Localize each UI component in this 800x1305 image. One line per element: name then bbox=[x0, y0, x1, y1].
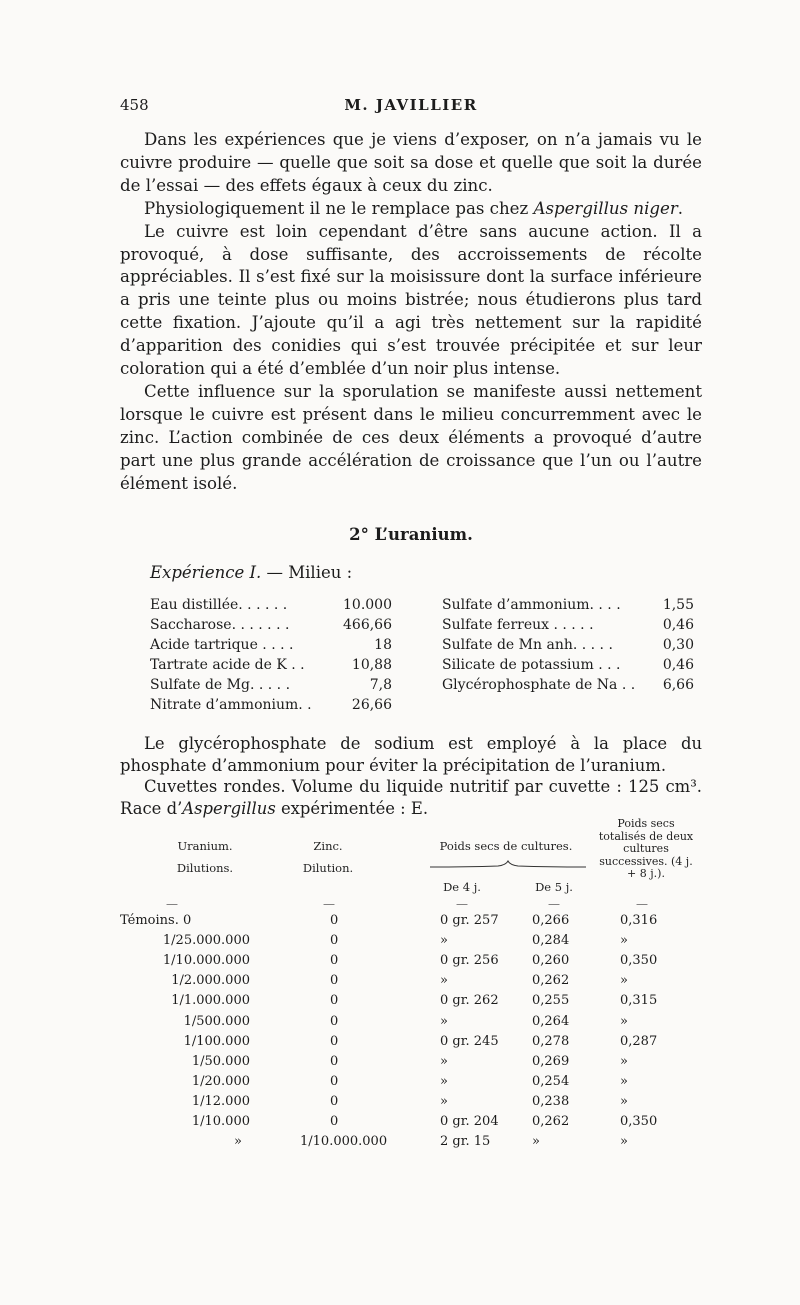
cell-d4: » bbox=[440, 1093, 448, 1109]
cell-total: 0,287 bbox=[620, 1033, 658, 1049]
cell-uranium: 1/50.000 bbox=[191, 1053, 250, 1069]
dash-mark: — bbox=[548, 897, 560, 911]
species-name: Aspergillus niger bbox=[533, 198, 678, 218]
cell-zinc: 0 bbox=[330, 953, 339, 969]
cell-d5: 0,254 bbox=[532, 1073, 570, 1089]
medium-item-value: 7,8 bbox=[369, 677, 392, 693]
paragraph-2-end: . bbox=[677, 198, 684, 218]
header-zinc: Zinc. bbox=[313, 839, 343, 853]
dash-mark: — bbox=[636, 897, 648, 911]
experiment-label bbox=[150, 563, 352, 582]
running-header bbox=[120, 96, 702, 120]
paragraph-5: Le glycérophosphate de sodium est employé à la place du phosphate d’ammonium pour éviter la précipitation de l’uranium. bbox=[120, 734, 702, 775]
cell-total: » bbox=[620, 1134, 628, 1150]
cell-uranium: 1/20.000 bbox=[191, 1073, 250, 1089]
cell-zinc: 0 bbox=[330, 1033, 339, 1049]
paragraph-6-text: Cuvettes rondes. Volume du liquide nutritif par cuvette : 125 cm³. Race d’ bbox=[120, 777, 702, 818]
cell-d4: » bbox=[440, 1073, 448, 1089]
medium-item-value: 10,88 bbox=[351, 657, 392, 673]
medium-right-column bbox=[442, 595, 694, 695]
cell-d4: 0 gr. 262 bbox=[440, 993, 499, 1009]
header-dilution: Dilution. bbox=[302, 861, 354, 875]
medium-item-name: Acide tartrique . . . . bbox=[150, 637, 294, 653]
author-name: M. JAVILLIER bbox=[344, 96, 478, 114]
table-row bbox=[120, 1034, 702, 1054]
cell-uranium: 1/25.000.000 bbox=[162, 933, 250, 949]
cell-zinc: 0 bbox=[330, 1053, 339, 1069]
cell-d5: 0,278 bbox=[532, 1033, 570, 1049]
cell-uranium: » bbox=[234, 1134, 242, 1150]
medium-item-value: 466,66 bbox=[343, 617, 392, 633]
cell-zinc: 0 bbox=[330, 973, 339, 989]
table-row bbox=[120, 1054, 702, 1074]
cell-uranium: 1/10.000 bbox=[191, 1114, 250, 1129]
medium-item-name: Sulfate de Mn anh. . . . . bbox=[442, 637, 613, 653]
cell-zinc: 0 bbox=[330, 1093, 339, 1109]
cell-d4: 0 gr. 257 bbox=[440, 913, 499, 928]
medium-item-name: Sulfate ferreux . . . . . bbox=[442, 617, 594, 633]
cell-d5: 0,266 bbox=[532, 913, 570, 928]
cell-zinc: 0 bbox=[330, 1013, 339, 1029]
medium-item-value: 10.000 bbox=[343, 597, 392, 613]
cell-d5: 0,284 bbox=[532, 933, 570, 949]
paragraph-3: Le cuivre est loin cependant d’être sans aucune action. Il a provoqué, à dose suffisante, des accroissements de récolte appréciables. Il s’est fixé sur la moisissure dont la surface inférieure a pris une teinte plus ou moins bistrée; nous étudierons plus tard cette fixation. J’ajoute qu’il a agi très nettement sur la rapidité d’apparition des conidies qui s’est trouvée précipitée et sur leur coloration qui a été d’emblée d’un noir plus intense. bbox=[120, 221, 702, 379]
header-total: Poids secs totalisés de deux cultures successives. (4 j. + 8 j.). bbox=[598, 817, 694, 881]
page-number: 458 bbox=[120, 96, 149, 114]
dash-mark: — bbox=[456, 897, 468, 911]
medium-item-name: Saccharose. . . . . . . bbox=[150, 617, 290, 633]
medium-item-name: Glycérophosphate de Na . . bbox=[442, 677, 636, 693]
section-title: 2° L’uranium. bbox=[349, 525, 473, 544]
cell-uranium: 1/12.000 bbox=[191, 1093, 250, 1109]
medium-left-column bbox=[150, 595, 392, 715]
medium-item-name: Eau distillée. . . . . . bbox=[150, 597, 288, 613]
table-row bbox=[120, 1074, 702, 1094]
table-row bbox=[120, 1134, 702, 1154]
cell-zinc: 1/10.000.000 bbox=[300, 1134, 388, 1150]
medium-item-value: 18 bbox=[374, 637, 392, 653]
cell-d4: 0 gr. 245 bbox=[440, 1033, 499, 1049]
table-row bbox=[120, 1114, 702, 1134]
cell-d4: » bbox=[440, 933, 448, 949]
cell-d4: » bbox=[440, 1013, 448, 1029]
medium-item bbox=[442, 595, 694, 615]
cell-zinc: 0 bbox=[330, 913, 339, 928]
cell-d4: 2 gr. 15 bbox=[440, 1134, 491, 1150]
medium-item bbox=[150, 615, 392, 635]
header-5j: De 5 j. bbox=[535, 880, 573, 894]
dash-mark: — bbox=[323, 897, 335, 911]
medium-item-name: Sulfate de Mg. . . . . bbox=[150, 677, 291, 693]
medium-item bbox=[442, 655, 694, 675]
paragraph-2 bbox=[120, 198, 702, 221]
cell-d5: 0,255 bbox=[532, 993, 570, 1009]
medium-item bbox=[150, 675, 392, 695]
cell-total: 0,316 bbox=[620, 913, 658, 928]
medium-item-value: 1,55 bbox=[662, 597, 694, 613]
cell-total: » bbox=[620, 1073, 628, 1089]
table-row bbox=[120, 973, 702, 993]
cell-total: » bbox=[620, 1013, 628, 1029]
cell-d5: 0,262 bbox=[532, 1114, 570, 1129]
cell-uranium: 1/10.000.000 bbox=[162, 953, 250, 969]
medium-item bbox=[442, 615, 694, 635]
cell-d5: » bbox=[532, 1134, 540, 1150]
medium-item bbox=[150, 655, 392, 675]
cell-zinc: 0 bbox=[330, 1114, 339, 1129]
medium-item-name: Tartrate acide de K . . bbox=[150, 657, 305, 673]
medium-item-value: 0,30 bbox=[662, 637, 694, 653]
medium-item-value: 6,66 bbox=[662, 677, 694, 693]
medium-item-name: Sulfate d’ammonium. . . . bbox=[442, 597, 621, 613]
body-text bbox=[120, 129, 702, 496]
medium-item-name: Nitrate d’ammonium. . bbox=[150, 697, 312, 713]
table-row bbox=[120, 1094, 702, 1114]
medium-item bbox=[150, 635, 392, 655]
cell-uranium: 1/1.000.000 bbox=[171, 993, 250, 1009]
cell-uranium: 1/100.000 bbox=[183, 1033, 250, 1049]
medium-item bbox=[150, 595, 392, 615]
dash-mark: — bbox=[166, 897, 178, 911]
genus-name: Aspergillus bbox=[182, 798, 276, 818]
medium-item bbox=[442, 675, 694, 695]
table-row bbox=[120, 933, 702, 953]
header-poids-secs: Poids secs de cultures. bbox=[439, 839, 573, 853]
header-dilutions: Dilutions. bbox=[176, 861, 234, 875]
paragraph-2-text: Physiologiquement il ne le remplace pas chez bbox=[144, 198, 534, 218]
medium-item-name: Silicate de potassium . . . bbox=[442, 657, 621, 673]
cell-total: 0,350 bbox=[620, 1114, 658, 1129]
cell-d5: 0,264 bbox=[532, 1013, 570, 1029]
medium-item bbox=[150, 695, 392, 715]
cell-uranium: 1/500.000 bbox=[183, 1013, 250, 1029]
cell-total: 0,350 bbox=[620, 953, 658, 969]
paragraph-6-end: expérimentée : E. bbox=[275, 798, 429, 818]
cell-uranium: Témoins. 0 bbox=[120, 913, 192, 928]
cell-d4: 0 gr. 204 bbox=[440, 1114, 499, 1129]
cell-total: » bbox=[620, 933, 628, 949]
medium-item-value: 0,46 bbox=[662, 617, 694, 633]
body-text-2 bbox=[120, 733, 702, 819]
table-row bbox=[120, 993, 702, 1013]
experiment-label-italic: Expérience I. bbox=[150, 563, 262, 582]
medium-item-value: 0,46 bbox=[662, 657, 694, 673]
table-row bbox=[120, 913, 702, 933]
experiment-label-rest: — Milieu : bbox=[261, 563, 353, 582]
table-row bbox=[120, 1014, 702, 1034]
cell-zinc: 0 bbox=[330, 933, 339, 949]
cell-total: » bbox=[620, 1053, 628, 1069]
cell-total: » bbox=[620, 1093, 628, 1109]
cell-zinc: 0 bbox=[330, 993, 339, 1009]
cell-total: » bbox=[620, 973, 628, 989]
paragraph-6 bbox=[120, 776, 702, 819]
medium-item bbox=[442, 635, 694, 655]
medium-item-value: 26,66 bbox=[351, 697, 392, 713]
cell-d5: 0,269 bbox=[532, 1053, 570, 1069]
header-4j: De 4 j. bbox=[443, 880, 481, 894]
cell-d4: » bbox=[440, 1053, 448, 1069]
cell-d4: » bbox=[440, 973, 448, 989]
cell-d5: 0,262 bbox=[532, 973, 570, 989]
header-uranium: Uranium. bbox=[177, 839, 233, 853]
table-row bbox=[120, 953, 702, 973]
cell-d5: 0,260 bbox=[532, 953, 570, 969]
cell-d5: 0,238 bbox=[532, 1093, 570, 1109]
cell-total: 0,315 bbox=[620, 993, 658, 1009]
cell-d4: 0 gr. 256 bbox=[440, 953, 499, 969]
brace-icon bbox=[428, 859, 588, 869]
cell-zinc: 0 bbox=[330, 1073, 339, 1089]
paragraph-1: Dans les expériences que je viens d’exposer, on n’a jamais vu le cuivre produire — quelle que soit sa dose et quelle que soit la durée de l’essai — des effets égaux à ceux du zinc. bbox=[120, 130, 702, 195]
paragraph-4: Cette influence sur la sporulation se manifeste aussi nettement lorsque le cuivre est présent dans le milieu concurremment avec le zinc. L’action combinée de ces deux éléments a provoqué d’autre part une plus grande accélération de croissance que l’un ou l’autre élément isolé. bbox=[120, 381, 702, 493]
cell-uranium: 1/2.000.000 bbox=[171, 973, 250, 989]
